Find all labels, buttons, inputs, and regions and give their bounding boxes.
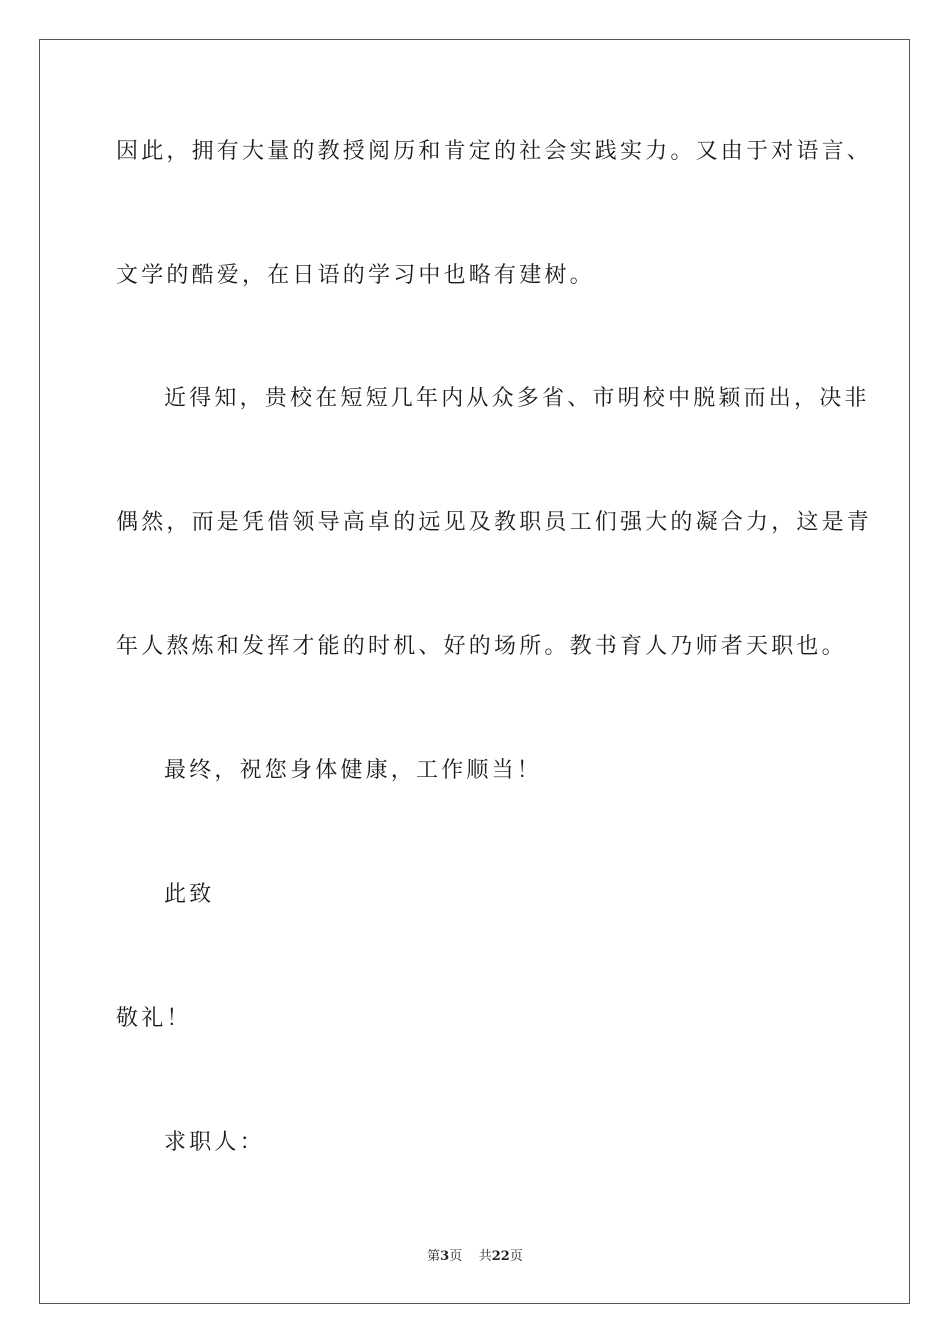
- total-pages: 22: [491, 1249, 510, 1264]
- total-suffix: 页: [509, 1249, 523, 1264]
- paragraph-line: 偶然，而是凭借领导高卓的远见及教职员工们强大的凝合力，这是青: [116, 510, 873, 535]
- page-frame: [39, 39, 910, 1304]
- closing-wish: 最终，祝您身体健康，工作顺当！: [164, 758, 543, 783]
- page-prefix: 第: [427, 1249, 441, 1264]
- total-prefix: 共: [478, 1249, 492, 1264]
- salutation-jingli: 敬礼！: [116, 1006, 192, 1031]
- page-number: 3: [440, 1249, 450, 1264]
- paragraph-line: 年人熬炼和发挥才能的时机、好的场所。教书育人乃师者天职也。: [116, 634, 847, 659]
- paragraph-line: 因此，拥有大量的教授阅历和肯定的社会实践实力。又由于对语言、: [116, 139, 873, 164]
- page-suffix: 页: [449, 1249, 463, 1264]
- salutation-cizhi: 此致: [164, 882, 215, 907]
- paragraph-line: 近得知，贵校在短短几年内从众多省、市明校中脱颖而出，决非: [164, 386, 870, 411]
- page-footer: [0, 1248, 950, 1266]
- paragraph-line: 文学的酷爱，在日语的学习中也略有建树。: [116, 263, 595, 288]
- applicant-signature-label: 求职人：: [164, 1130, 265, 1155]
